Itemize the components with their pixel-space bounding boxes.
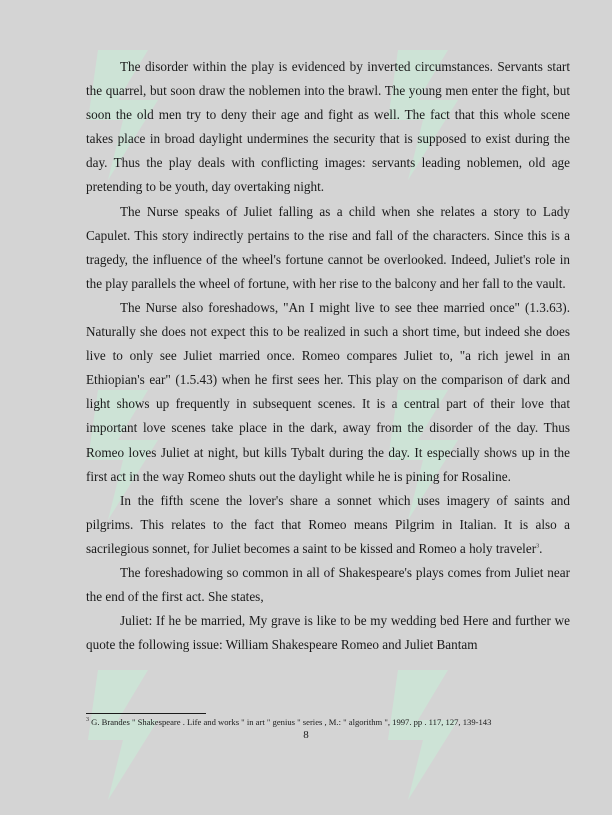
footnote-text: G. Brandes " Shakespeare . Life and works " in art " genius " series , M.: " algorithm ", 1997. pp . 117, 127, 139-143 [89,717,492,727]
paragraph: The disorder within the play is evidenced by inverted circumstances. Servants start the quarrel, but soon draw the noblemen into the brawl. The young men enter the fight, but soon the old men try to deny their age and fight as well. The fact that this whole scene takes place in broad daylight undermines the security that is supposed to exist during the day. Thus the play deals with conflicting images: servants leading noblemen, old age pretending to be youth, day overtaking night. [86,59,570,195]
paragraph-text: In the fifth scene the lover's share a sonnet which uses imagery of saints and pilgrims. This relates to the fact that Romeo means Pilgrim in Italian. It is also a sacrilegious sonnet, for Juliet becomes a saint to be kissed and Romeo a holy traveler [86,492,570,556]
paragraph: The Nurse speaks of Juliet falling as a child when she relates a story to Lady Capulet. This story indirectly pertains to the rise and fall of the characters. Since this is a tragedy, the influence of the wheel's fortune cannot be overlooked. Indeed, Juliet's role in the play parallels the wheel of fortune, with her rise to the balcony and her fall to the vault. [86,203,570,291]
page-number: 8 [303,729,309,741]
paragraph: The Nurse also foreshadows, "An I might live to see thee married once" (1.3.63). Naturally she does not expect this to be realized in such a short time, but indeed she does live to only see Juliet married once. Romeo compares Juliet to, "a rich jewel in an Ethiopian's ear" (1.5.43) when he first sees her. This play on the comparison of dark and light shows up frequently in subsequent scenes. It is a central part of their love that important love scenes take place in the dark, away from the disorder of the day. Thus Romeo loves Juliet at night, but kills Tybalt during the day. It especially shows up in the first act in the way Romeo shuts out the daylight while he is pining for Rosaline. [86,299,570,484]
paragraph: The foreshadowing so common in all of Shakespeare's plays comes from Juliet near the end of the first act. She states, [86,564,570,605]
paragraph-end: . [539,540,543,556]
footnote-reference[interactable]: 3 [536,543,540,550]
footnote-marker: 3 [86,717,89,724]
footnote-separator [86,713,206,714]
footnote [86,717,576,728]
paragraph [86,489,570,561]
body-text [86,55,570,657]
paragraph: Juliet: If he be married, My grave is like to be my wedding bed Here and further we quote the following issue: William Shakespeare Romeo and Juliet Bantam [86,613,570,653]
